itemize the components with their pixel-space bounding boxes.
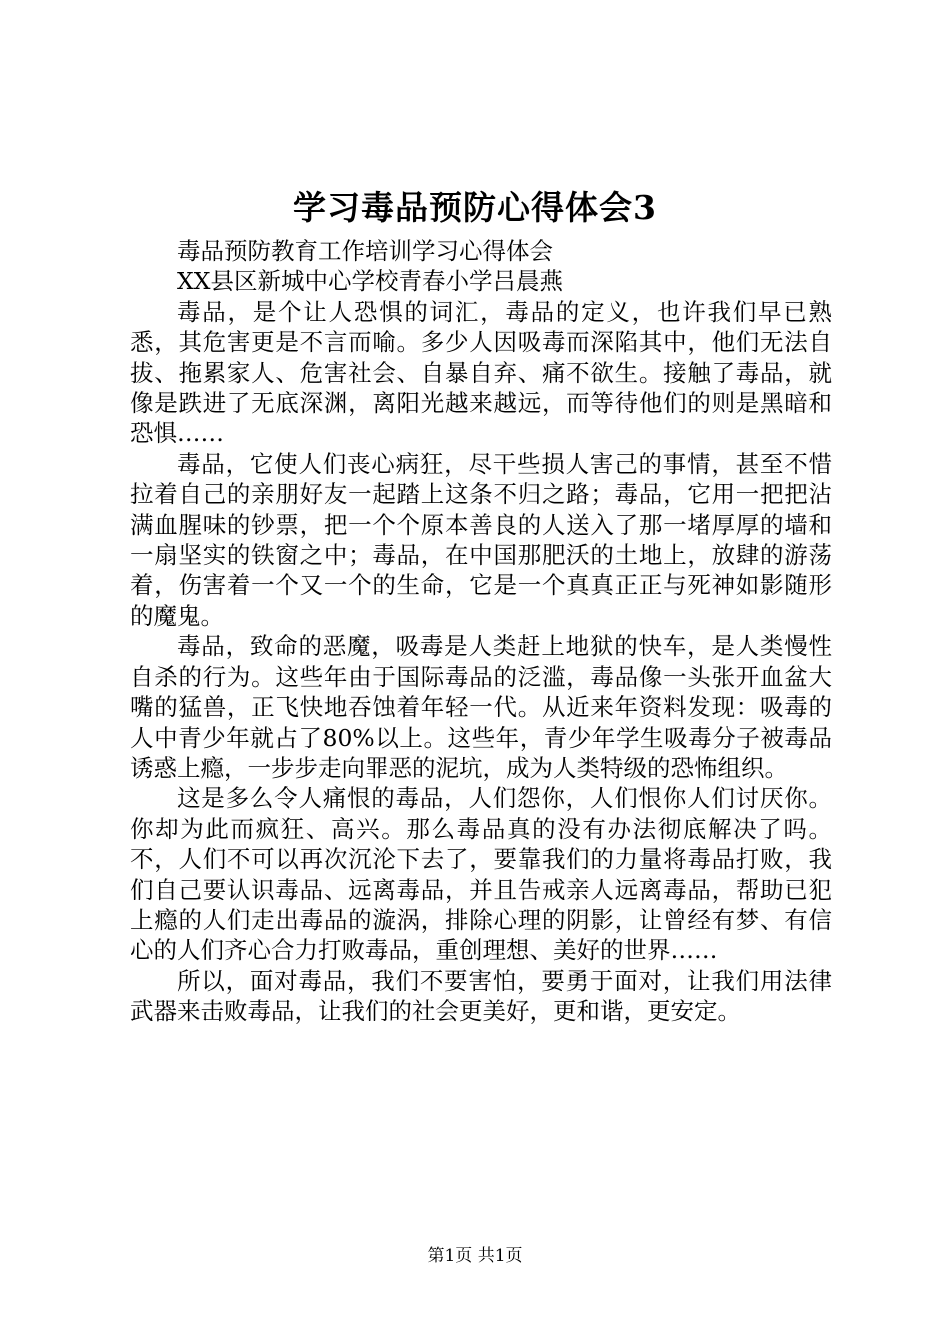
paragraph-5: 所以，面对毒品，我们不要害怕，要勇于面对，让我们用法律武器来击败毒品，让我们的社会更美好，更和谐，更安定。 — [130, 966, 832, 1026]
paragraph-2: 毒品，它使人们丧心病狂，尽干些损人害己的事情，甚至不惜拉着自己的亲朋好友一起踏上这条不归之路；毒品，它用一把把沾满血腥味的钞票，把一个个原本善良的人送入了那一堵厚厚的墙和一扇坚实的铁窗之中；毒品，在中国那肥沃的土地上，放肆的游荡着，伤害着一个又一个的生命，它是一个真真正正与死神如影随形的魔鬼。 — [130, 449, 832, 630]
paragraph-1: 毒品，是个让人恐惧的词汇，毒品的定义，也许我们早已熟悉，其危害更是不言而喻。多少人因吸毒而深陷其中，他们无法自拔、拖累家人、危害社会、自暴自弃、痛不欲生。接触了毒品，就像是跌进了无底深渊，离阳光越来越远，而等待他们的则是黑暗和恐惧…… — [130, 297, 832, 448]
subtitle-line: 毒品预防教育工作培训学习心得体会 — [177, 237, 553, 265]
document-title: 学习毒品预防心得体会3 — [293, 188, 657, 227]
paragraph-3: 毒品，致命的恶魔，吸毒是人类赶上地狱的快车，是人类慢性自杀的行为。这些年由于国际毒品的泛滥，毒品像一头张开血盆大嘴的猛兽，正飞快地吞蚀着年轻一代。从近来年资料发现：吸毒的人中青少年就占了80%以上。这些年，青少年学生吸毒分子被毒品诱惑上瘾，一步步走向罪恶的泥坑，成为人类特级的恐怖组织。 — [130, 632, 832, 782]
paragraph-4: 这是多么令人痛恨的毒品，人们怨你，人们恨你人们讨厌你。你却为此而疯狂、高兴。那么毒品真的没有办法彻底解决了吗。不，人们不可以再次沉沦下去了，要靠我们的力量将毒品打败，我们自己要认识毒品、远离毒品，并且告戒亲人远离毒品，帮助已犯上瘾的人们走出毒品的漩涡，排除心理的阴影，让曾经有梦、有信心的人们齐心合力打败毒品，重创理想、美好的世界…… — [130, 784, 832, 965]
document-body — [130, 236, 832, 1027]
page-footer: 第1页 共1页 — [427, 1246, 523, 1266]
author-line: XX县区新城中心学校青春小学吕晨燕 — [177, 267, 563, 296]
